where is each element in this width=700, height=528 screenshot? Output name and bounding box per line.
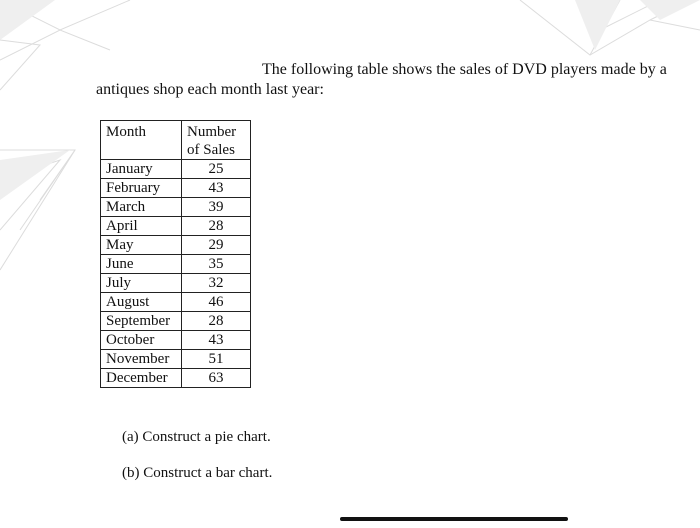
table-row [101,255,251,274]
month-cell: November [101,350,182,369]
table-row [101,369,251,388]
question-text [96,60,696,100]
table-header-row [101,121,251,160]
table-row [101,312,251,331]
header-sales [182,121,251,160]
sales-cell: 28 [182,217,251,236]
sales-cell: 28 [182,312,251,331]
table-row [101,217,251,236]
month-cell: April [101,217,182,236]
sales-cell: 35 [182,255,251,274]
table-row [101,331,251,350]
header-month: Month [101,121,182,160]
table-row [101,198,251,217]
sales-cell: 43 [182,179,251,198]
table-row [101,293,251,312]
home-indicator[interactable] [340,517,568,521]
month-cell: May [101,236,182,255]
month-cell: July [101,274,182,293]
intro-line-2: antiques shop each month last year: [96,81,324,98]
sales-cell: 25 [182,160,251,179]
month-cell: August [101,293,182,312]
month-cell: January [101,160,182,179]
header-sales-line2: of Sales [187,142,235,158]
month-cell: March [101,198,182,217]
month-cell: September [101,312,182,331]
sales-cell: 29 [182,236,251,255]
sales-cell: 51 [182,350,251,369]
sales-cell: 63 [182,369,251,388]
table-row [101,236,251,255]
intro-line-1: The following table shows the sales of DVD players made by a [262,61,667,78]
month-cell: December [101,369,182,388]
sales-cell: 43 [182,331,251,350]
table-row [101,160,251,179]
month-cell: June [101,255,182,274]
sales-cell: 32 [182,274,251,293]
month-cell: February [101,179,182,198]
sales-cell: 46 [182,293,251,312]
sales-cell: 39 [182,198,251,217]
header-sales-line1: Number [187,124,237,140]
task-b: (b) Construct a bar chart. [122,465,273,481]
table-row [101,179,251,198]
task-a: (a) Construct a pie chart. [122,429,271,445]
table-row [101,274,251,293]
month-cell: October [101,331,182,350]
sales-table [100,120,251,388]
table-row [101,350,251,369]
